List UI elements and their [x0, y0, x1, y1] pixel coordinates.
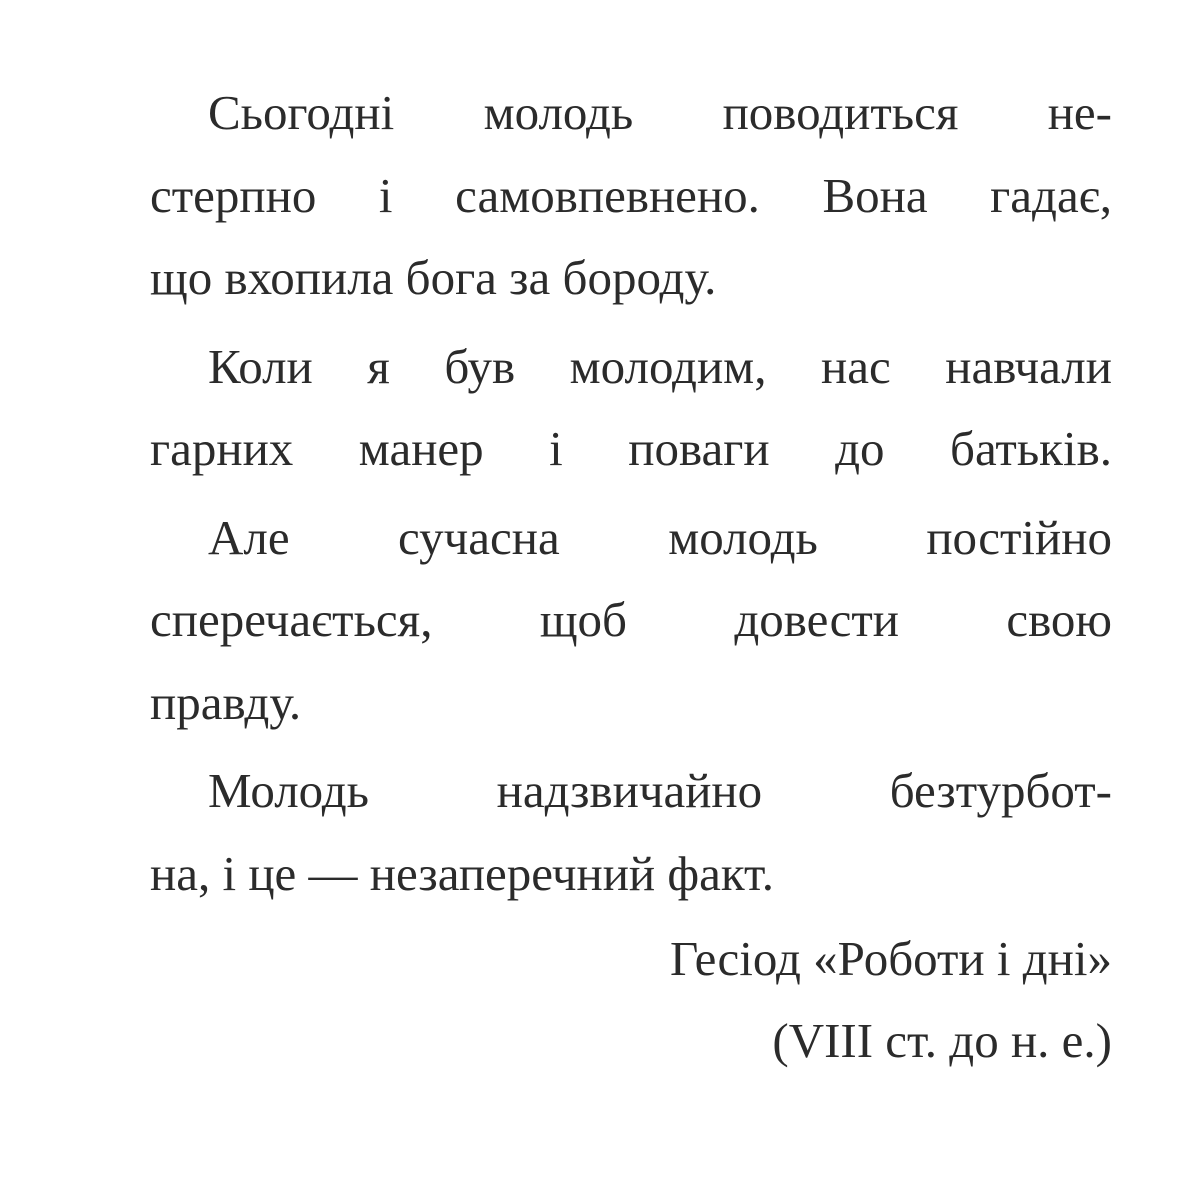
text-line: на, і це — незаперечний факт.	[150, 845, 775, 901]
paragraph-4	[150, 750, 1112, 915]
text-line: Молодь надзвичайно безтурбот-	[208, 763, 1112, 818]
text-line: що вхопила бога за бороду.	[150, 250, 717, 305]
attribution-author-work: Гесіод «Роботи і дні»	[669, 931, 1112, 986]
paragraph-1	[150, 72, 1112, 320]
paragraph-2	[150, 326, 1112, 491]
text-line: Але сучасна молодь постійно	[208, 509, 1112, 565]
epigraph-text	[150, 72, 1112, 921]
text-line: правду.	[150, 674, 302, 730]
text-line: гарних манер і поваги до батьків.	[150, 421, 1112, 476]
text-line: Сьогодні молодь поводиться не-	[208, 85, 1112, 140]
text-line: стерпно і самовпевнено. Вона гадає,	[150, 167, 1112, 223]
attribution	[670, 918, 1112, 1082]
paragraph-3	[150, 497, 1112, 745]
attribution-date: (VIII ст. до н. е.)	[772, 1013, 1112, 1068]
text-line: Коли я був молодим, нас навчали	[208, 338, 1112, 394]
text-line: сперечається, щоб довести свою	[150, 592, 1112, 647]
